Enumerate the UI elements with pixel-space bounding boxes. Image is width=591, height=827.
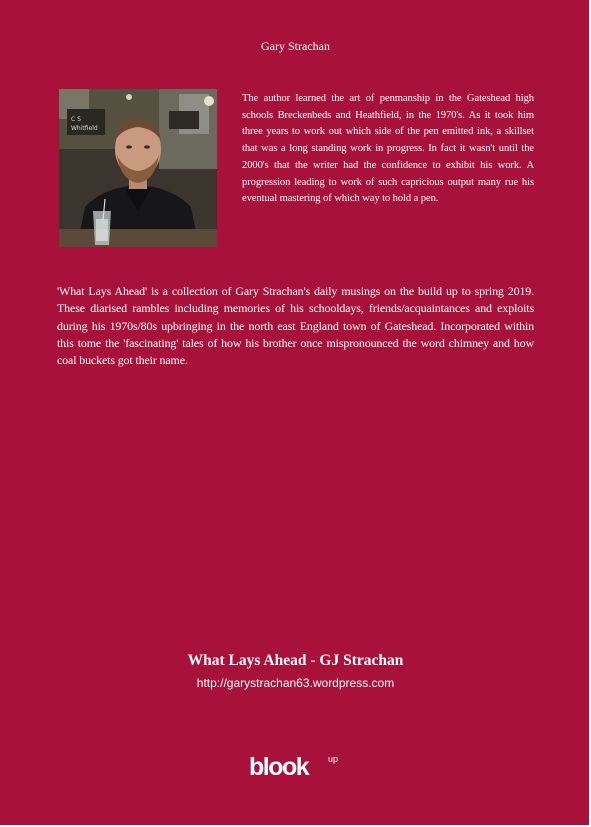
publisher-logo-superscript: up	[328, 754, 339, 764]
svg-text:Whitfield: Whitfield	[71, 125, 98, 132]
book-title: What Lays Ahead - GJ Strachan	[187, 652, 404, 669]
svg-text:C S: C S	[71, 116, 81, 123]
publisher-logo-text: blook	[249, 753, 309, 781]
author-website-link[interactable]: http://garystrachan63.wordpress.com	[196, 676, 395, 690]
author-bio: The author learned the art of penmanship in the Gateshead high schools Breckenbeds and Heathfield, in the 1970's. As it took him three years to work out which side of the pen emitted ink, a skillset that was a long standing work in progress. In fact it wasn't until the 2000's that the writer had the confidence to exhibit his work. A progression leading to work of such capricious output many rue his eventual mastering of which way to hold a pen.	[242, 93, 534, 205]
publisher-logo	[249, 752, 344, 782]
author-photo	[59, 89, 217, 247]
book-blurb: 'What Lays Ahead' is a collection of Gary Strachan's daily musings on the build up to spring 2019. These diarised rambles including memories of his schooldays, friends/acquaintances and exploits during his 1970s/80s upbringing in the north east England town of Gateshead. Incorporated within this tome the 'fascinating' tales of how his brother once mispronounced the word chimney and how coal buckets got their name.	[57, 284, 534, 368]
author-name: Gary Strachan	[261, 39, 330, 53]
